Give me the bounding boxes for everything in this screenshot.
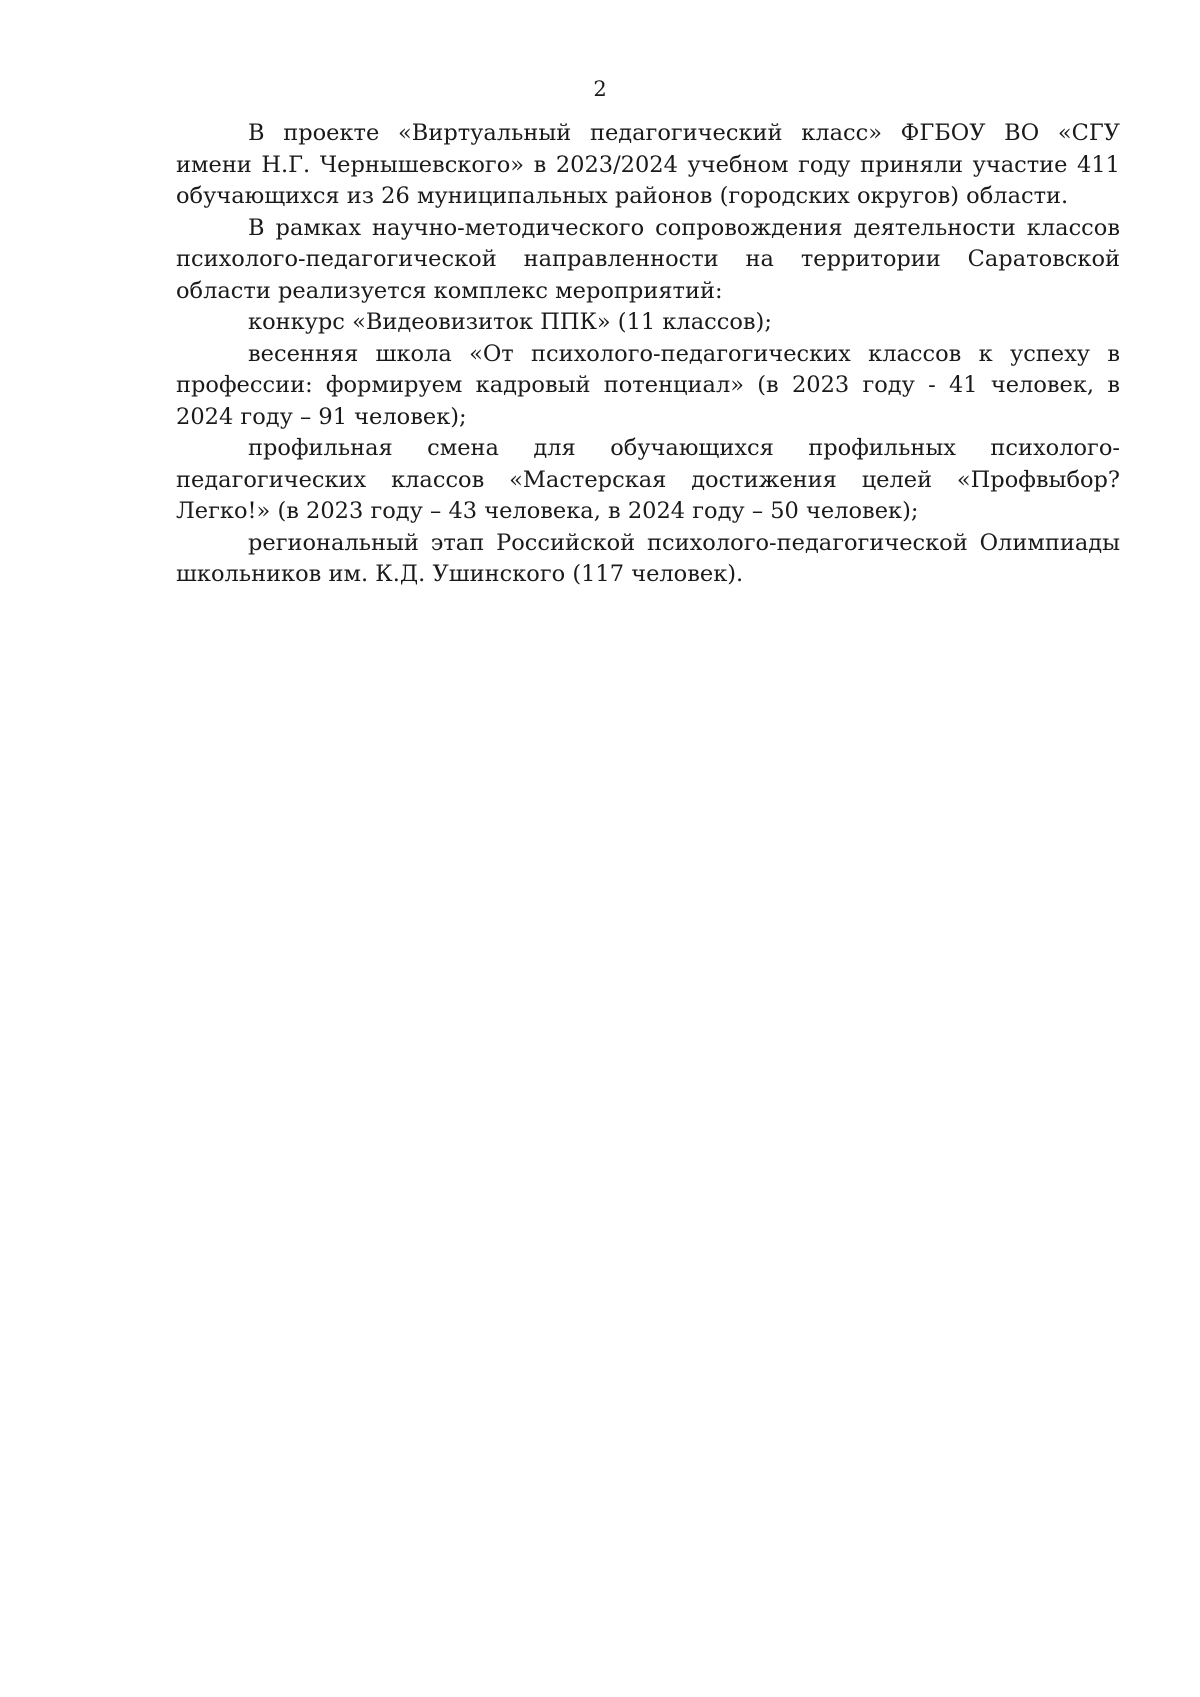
document-body <box>176 118 1120 591</box>
list-item-profile-shift: профильная смена для обучающихся профильных психолого-педагогических классов «Мастерская достижения целей «Профвыбор? Легко!» (в 2023 году – 43 человека, в 2024 году – 50 человек); <box>176 435 1120 524</box>
page-number: 2 <box>593 77 607 101</box>
paragraph-methodical-support: В рамках научно-методического сопровождения деятельности классов психолого-педагогической направленности на территории Саратовской области реализуется комплекс мероприятий: <box>176 214 1120 304</box>
list-item-spring-school: весенняя школа «От психолого-педагогических классов к успеху в профессии: формируем кадровый потенциал» (в 2023 году - 41 человек, в 2024 году – 91 человек); <box>176 340 1120 430</box>
list-item-olympiad: региональный этап Российской психолого-педагогической Олимпиады школьников им. К.Д. Ушинского (117 человек). <box>176 529 1120 587</box>
paragraph-virtual-class: В проекте «Виртуальный педагогический класс» ФГБОУ ВО «СГУ имени Н.Г. Чернышевского» в 2023/2024 учебном году приняли участие 411 обучающихся из 26 муниципальных районов (городских округов) области. <box>176 120 1120 209</box>
list-item-video-contest: конкурс «Видеовизиток ППК» (11 классов); <box>248 309 772 335</box>
